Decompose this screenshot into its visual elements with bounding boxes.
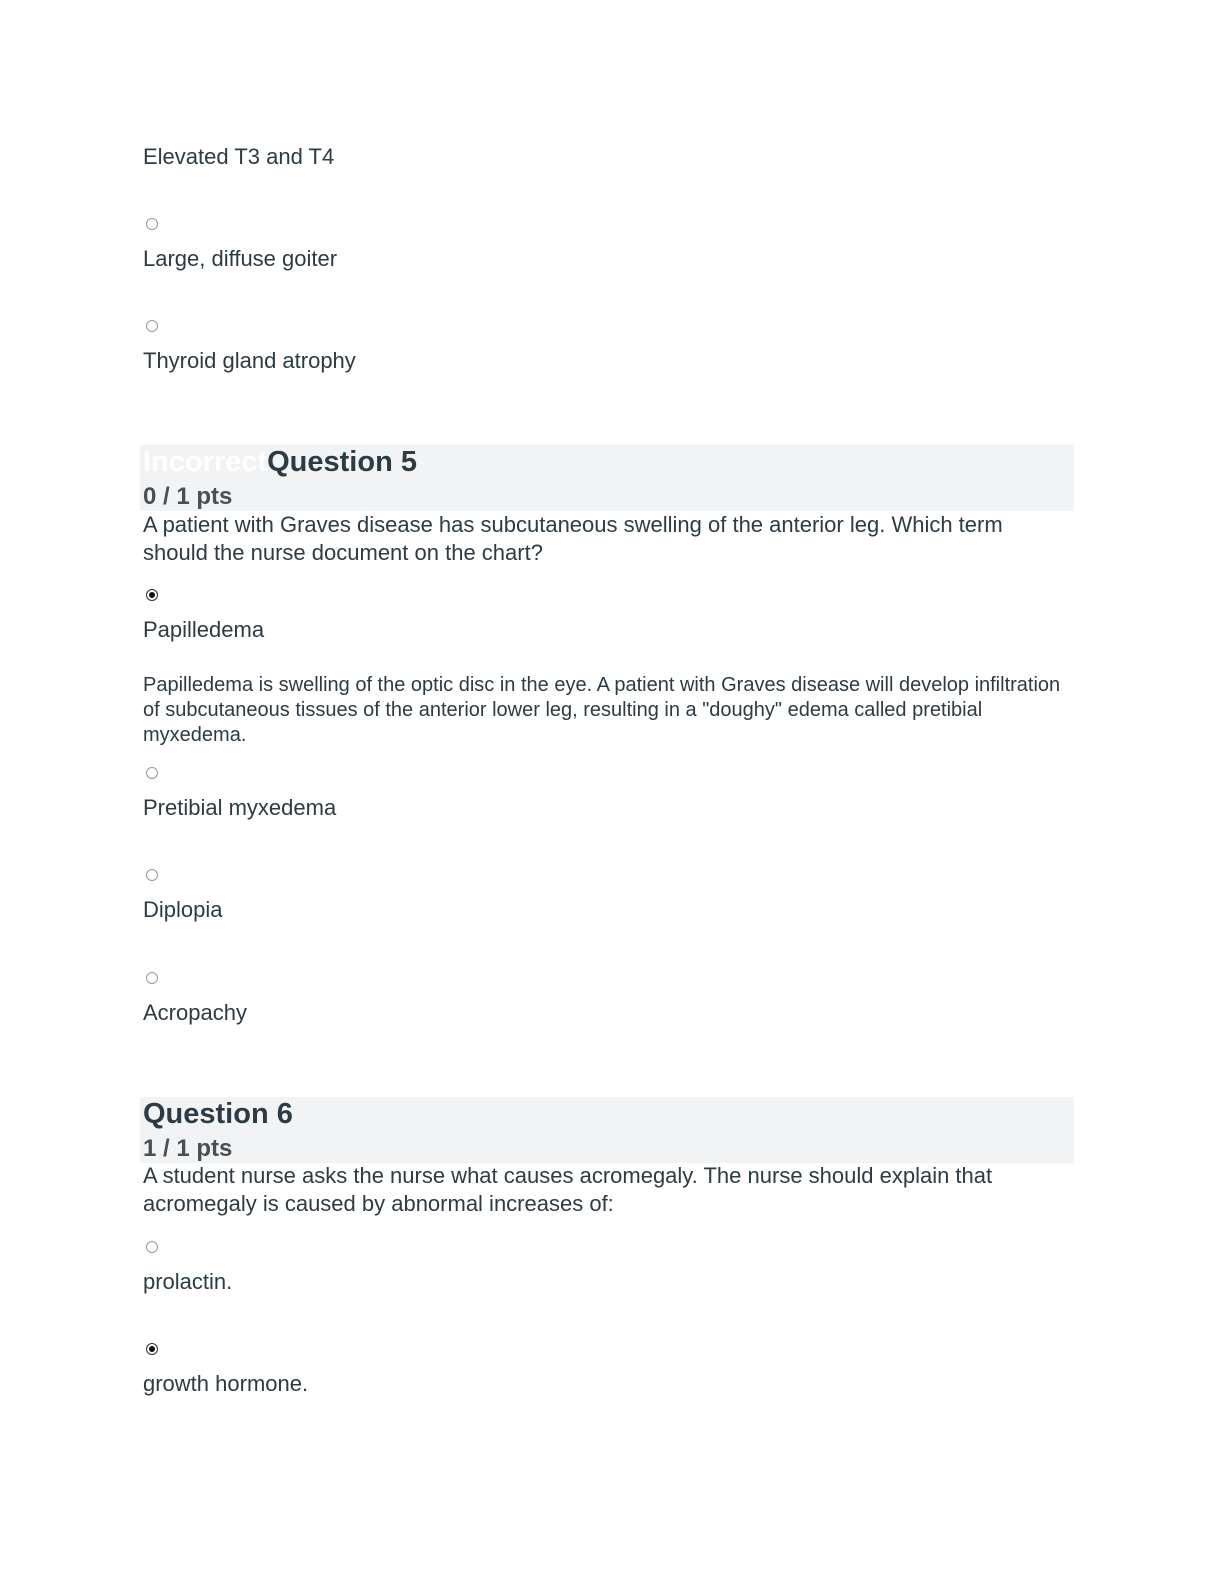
answer-label: Pretibial myxedema — [143, 795, 337, 820]
question-title: Question 6 — [143, 1098, 293, 1130]
answer-radio[interactable] — [146, 767, 158, 779]
question-5-title-row — [143, 446, 417, 479]
question-title: Question 5 — [267, 446, 417, 478]
incorrect-status-label: Incorrect — [143, 446, 268, 478]
answer-label: Elevated T3 and T4 — [143, 144, 335, 169]
answer-label: Thyroid gland atrophy — [143, 348, 356, 373]
answer-label: prolactin. — [143, 1269, 233, 1294]
radio-dot-icon — [149, 592, 155, 598]
answer-radio-selected[interactable] — [146, 1343, 158, 1355]
answer-label: Diplopia — [143, 897, 223, 922]
question-text: A student nurse asks the nurse what causes acromegaly. The nurse should explain that acromegaly is caused by abnormal increases of: — [143, 1163, 993, 1216]
answer-label: Acropachy — [143, 1000, 247, 1025]
answer-radio-selected[interactable] — [146, 589, 158, 601]
answer-label: Large, diffuse goiter — [143, 246, 338, 271]
question-text: A patient with Graves disease has subcutaneous swelling of the anterior leg. Which term should the nurse document on the chart? — [143, 512, 1003, 565]
answer-radio[interactable] — [146, 972, 158, 984]
answer-radio[interactable] — [146, 869, 158, 881]
radio-dot-icon — [149, 1346, 155, 1352]
answer-radio[interactable] — [146, 1241, 158, 1253]
question-points: 0 / 1 pts — [143, 483, 233, 510]
question-points: 1 / 1 pts — [143, 1135, 233, 1162]
answer-feedback: Papilledema is swelling of the optic disc in the eye. A patient with Graves disease will develop infiltration of subcutaneous tissues of the anterior lower leg, resulting in a "doughy" edema called pretibial myxedema. — [143, 674, 1061, 746]
answer-label: Papilledema — [143, 617, 265, 642]
answer-radio[interactable] — [146, 218, 158, 230]
answer-radio[interactable] — [146, 320, 158, 332]
answer-label: growth hormone. — [143, 1371, 309, 1396]
